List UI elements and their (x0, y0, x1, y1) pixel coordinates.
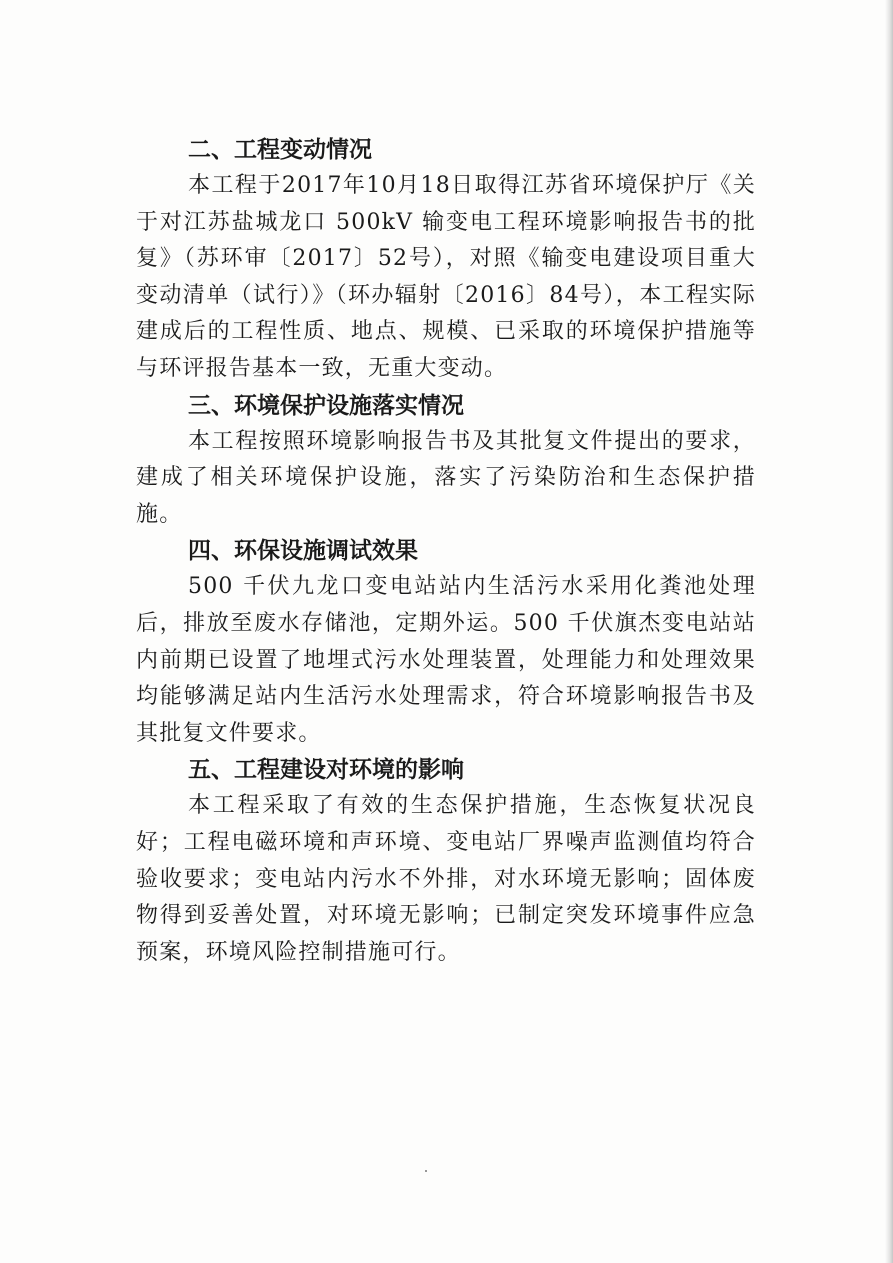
section-paragraph: 本工程于2017年10月18日取得江苏省环境保护厅《关于对江苏盐城龙口 500kV 输变电工程环境影响报告书的批复》（苏环审〔2017〕52号），对照《输变电建设项目重大变动清单（试行）》（环办辐射〔2016〕84号），本工程实际建成后的工程性质、地点、规模、已采取的环境保护措施等与环评报告基本一致，无重大变动。 (136, 173, 756, 381)
scan-speck (425, 1170, 427, 1172)
section-heading: 三、环境保护设施落实情况 (188, 392, 464, 419)
document-body (136, 132, 756, 971)
section-paragraph: 本工程按照环境影响报告书及其批复文件提出的要求，建成了相关环境保护设施，落实了污染防治和生态保护措施。 (136, 428, 756, 527)
section-project-changes (136, 132, 756, 388)
section-paragraph: 500 千伏九龙口变电站站内生活污水采用化粪池处理后，排放至废水存储池，定期外运。500 千伏旗杰变电站站内前期已设置了地埋式污水处理装置，处理能力和处理效果均能够满足站内生活污水处理需求，符合环境影响报告书及其批复文件要求。 (136, 574, 756, 746)
section-debug-effects (136, 533, 756, 752)
section-env-facilities (136, 388, 756, 534)
scan-edge-shadow (885, 0, 893, 1263)
section-env-impact (136, 752, 756, 971)
section-heading: 五、工程建设对环境的影响 (188, 757, 464, 784)
section-heading: 四、环保设施调试效果 (188, 538, 418, 565)
section-heading: 二、工程变动情况 (188, 137, 372, 163)
section-paragraph: 本工程采取了有效的生态保护措施，生态恢复状况良好；工程电磁环境和声环境、变电站厂界噪声监测值均符合验收要求；变电站内污水不外排，对水环境无影响；固体废物得到妥善处置，对环境无影响；已制定突发环境事件应急预案，环境风险控制措施可行。 (136, 793, 756, 965)
